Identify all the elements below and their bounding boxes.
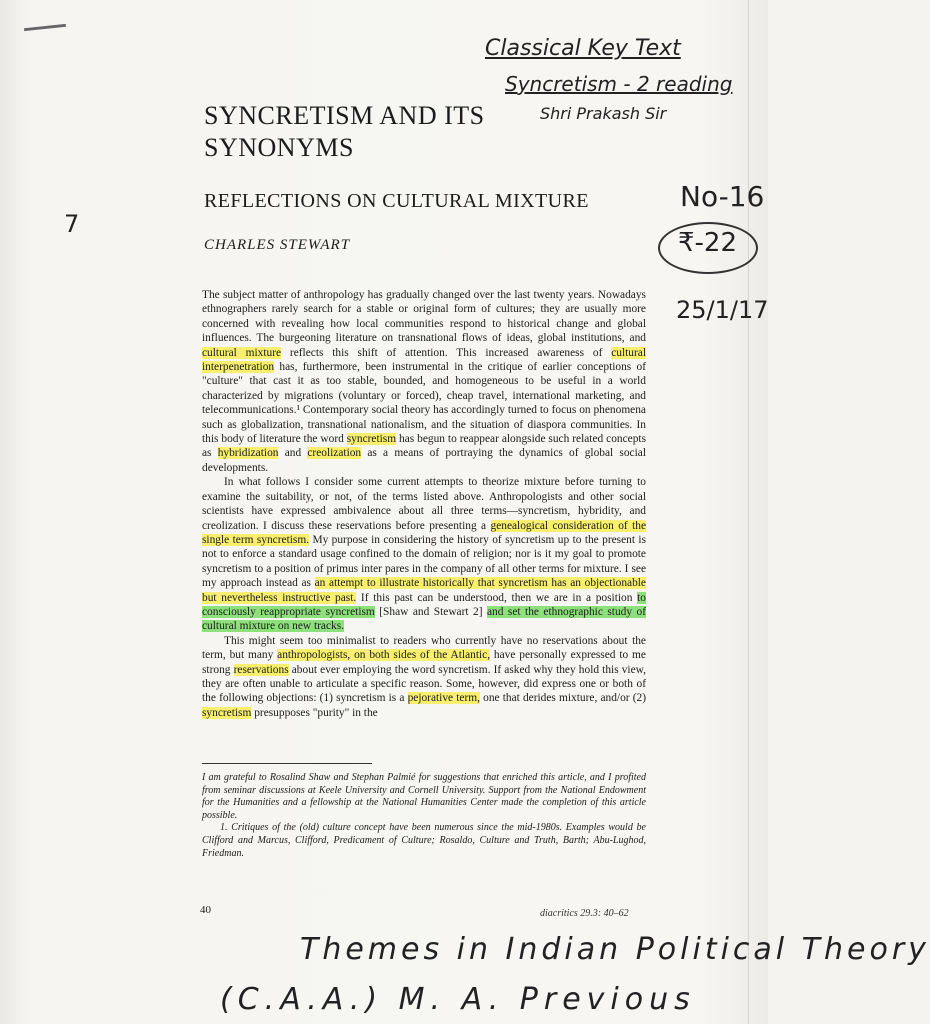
handwritten-note-course: Themes in Indian Political Theory <box>300 932 930 967</box>
paragraph-3 <box>202 634 646 720</box>
highlight: cultural mixture <box>202 346 282 359</box>
text-run: has, furthermore, been instrumental in the critique of earlier conceptions of "culture" that cast it as too stable, bounded, and homogeneous to be useful in a world characterized by migrations (voluntary or forced), cheap travel, international marketing, and telecommunications.¹ Contemporary social theory has accordingly turned to focus on phenomena such as globalization, transnational nationalism, and the situation of diaspora communities. In this body of literature the word <box>202 361 646 446</box>
highlight: reservations <box>233 663 289 676</box>
text-run: have personally expressed to me strong <box>202 649 646 676</box>
text-run: reflects this shift of attention. This increased awareness of <box>281 346 612 359</box>
text-run: has begun to reappear alongside such related concepts as <box>202 433 647 460</box>
title-line-2: SYNONYMS <box>204 133 354 162</box>
handwritten-note-date: 25/1/17 <box>676 296 769 324</box>
text-run: My purpose in considering the history of syncretism up to the present is not to enforce a standard usage confined to the domain of religion; nor is it my goal to promote syncretism to a position of primus inter pares in the company of all other terms for mixture. I see my approach instead as <box>202 533 646 590</box>
text-run: and <box>278 447 308 460</box>
footnote-acknowledgment: I am grateful to Rosalind Shaw and Stephan Palmié for suggestions that enriched this article, and I profited from seminar discussions at Keele University and Cornell University. Support from the National Endowment for the Humanities and a fellowship at the National Humanities Center made the completion of this article possible. <box>202 772 646 821</box>
text-run: This might seem too minimalist to readers who currently have no reservations about the term, but many <box>202 634 646 662</box>
handwritten-note-class: (C.A.A.) M. A. Previous <box>220 982 696 1017</box>
footnote-1: 1. Critiques of the (old) culture concept have been numerous since the mid-1980s. Examples would be Clifford and Marcus, Clifford, Predicament of Culture; Rosaldo, Culture and Truth, Barth; Abu-Lughod, Friedman. <box>202 822 646 859</box>
article-author: CHARLES STEWART <box>204 237 351 253</box>
paragraph-2 <box>202 475 646 633</box>
handwritten-note-reading: Syncretism - 2 reading <box>505 72 733 96</box>
article-title <box>204 100 667 164</box>
highlight: anthropologists, on both sides of the Atlantic, <box>277 649 491 662</box>
title-line-1: SYNCRETISM AND ITS <box>204 101 485 130</box>
text-run: about ever employing the word syncretism. If asked why they hold this view, they are often unable to articulate a specific reason. Some, however, did express one or both of the following objections: (1) syncretism is a <box>202 663 646 705</box>
page-number: 40 <box>200 904 211 916</box>
highlight: an attempt to illustrate historically that syncretism has an objectionable but nevertheless instructive past. <box>202 577 646 604</box>
highlight: syncretism <box>346 433 397 446</box>
handwritten-note-number: No-16 <box>680 180 765 213</box>
highlight: syncretism <box>202 706 252 719</box>
highlight: genealogical consideration of the single term syncretism. <box>202 519 647 546</box>
paragraph-1 <box>202 288 646 475</box>
article-body <box>202 288 646 720</box>
journal-citation: diacritics 29.3: 40–62 <box>540 908 629 919</box>
text-run: one that derides mixture, and/or (2) <box>479 692 646 705</box>
footnote-rule <box>202 763 372 764</box>
text-run: The subject matter of anthropology has gradually changed over the last twenty years. Nowadays ethnographers rarely search for a stable or original form of cultures; they are usually more concerned with revealing how local communities respond to historical change and global influences. The burgeoning literature on transnational flows of ideas, global institutions, and <box>202 289 646 345</box>
handwritten-note-price: ₹-22 <box>678 228 738 258</box>
text-run: If this past can be understood, then we are in a position <box>356 591 638 604</box>
text-run: presupposes "purity" in the <box>251 706 378 719</box>
text-run: In what follows I consider some current attempts to theorize mixture before turning to examine the suitability, or not, of the terms listed above. Anthropologists and other social scientists have expressed ambivalence about all three terms—syncretism, hybridity, and creolization. I discuss these reservations before presenting a <box>202 476 646 532</box>
text-run: [Shaw and Stewart 2] <box>374 605 487 618</box>
highlight: creolization <box>307 447 362 460</box>
handwritten-note-teacher: Shri Prakash Sir <box>540 104 667 123</box>
highlight: hybridization <box>217 447 279 460</box>
page-edge <box>748 0 749 1024</box>
highlight: cultural interpenetration <box>202 346 646 374</box>
handwritten-note-key-text: Classical Key Text <box>485 36 681 61</box>
footnotes <box>202 772 646 860</box>
green-highlight: to consciously reappropriate syncretism <box>202 591 646 618</box>
article-subtitle: REFLECTIONS ON CULTURAL MIXTURE <box>204 190 589 212</box>
green-highlight: and set the ethnographic study of cultural mixture on new tracks. <box>202 605 647 633</box>
text-run: as a means of portraying the dynamics of global social developments. <box>202 447 646 474</box>
handwritten-margin-mark: 7 <box>64 210 80 238</box>
highlight: pejorative term, <box>407 692 480 705</box>
